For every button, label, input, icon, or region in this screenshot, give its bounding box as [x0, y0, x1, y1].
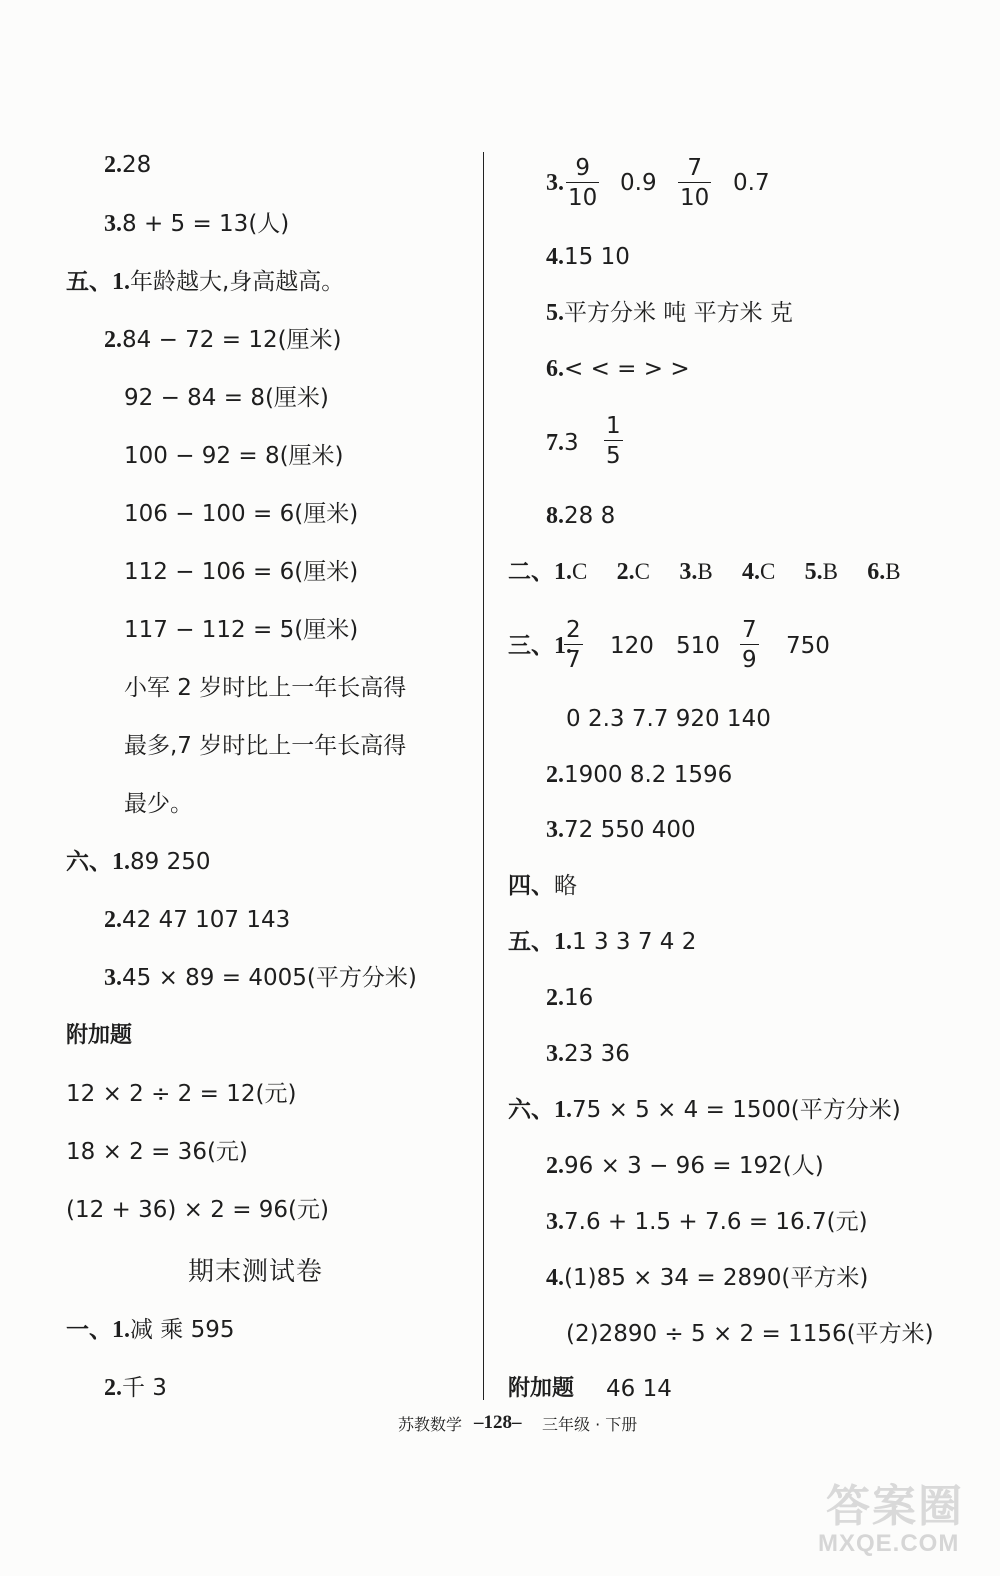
answer-line: 二、1.C 2.C 3.B 4.C 5.B 6.B — [508, 559, 901, 585]
answer-value: 0.7 — [733, 170, 770, 196]
answer-line: 3.72 550 400 — [546, 817, 696, 843]
answer-line: 4.15 10 — [546, 244, 630, 270]
answer-line: 18 × 2 = 36(元) — [66, 1139, 248, 1165]
answer-line: 六、1.89 250 — [66, 849, 211, 875]
answer-line: 3.45 × 89 = 4005(平方分米) — [104, 965, 417, 991]
answer-line: 2.1900 8.2 1596 — [546, 762, 733, 788]
section-title: 期末测试卷 — [188, 1257, 324, 1287]
footer-grade: 三年级 · 下册 — [542, 1415, 638, 1434]
answer-line: 106 − 100 = 6(厘米) — [124, 501, 359, 527]
answer-value: 120 — [610, 633, 654, 659]
answer-line: 0 2.3 7.7 920 140 — [566, 706, 771, 732]
answer-line: 五、1.1 3 3 7 4 2 — [508, 929, 697, 955]
answer-line: 六、1.75 × 5 × 4 = 1500(平方分米) — [508, 1097, 901, 1123]
answer-line: 3.7.6 + 1.5 + 7.6 = 16.7(元) — [546, 1209, 868, 1235]
answer-line: 三、1. — [508, 633, 572, 659]
answer-line: 2.84 − 72 = 12(厘米) — [104, 327, 342, 353]
bonus-heading: 附加题 — [66, 1023, 133, 1048]
answer-line: 3. — [546, 170, 564, 196]
answer-line: 8.28 8 — [546, 503, 616, 529]
answer-line: 一、1.减 乘 595 — [66, 1317, 235, 1343]
fraction: 7 10 — [680, 155, 710, 211]
page-number: –128– — [474, 1412, 522, 1433]
answer-value: 510 — [676, 633, 720, 659]
bonus-heading: 附加题 — [508, 1376, 575, 1401]
answer-line: 3.8 + 5 = 13(人) — [104, 211, 290, 237]
answer-line: 五、1.年龄越大,身高越高。 — [66, 269, 345, 295]
watermark-logo: 答案圈 — [826, 1481, 964, 1532]
answer-line: 2.96 × 3 − 96 = 192(人) — [546, 1153, 824, 1179]
answer-line: 5.平方分米 吨 平方米 克 — [546, 300, 793, 326]
answer-line: 117 − 112 = 5(厘米) — [124, 617, 359, 643]
answer-line: 2.千 3 — [104, 1375, 167, 1401]
answer-line: 4.(1)85 × 34 = 2890(平方米) — [546, 1265, 869, 1291]
answer-line: 3.23 36 — [546, 1041, 630, 1067]
answer-line: 7.3 — [546, 430, 579, 456]
answer-line: 92 − 84 = 8(厘米) — [124, 385, 329, 411]
column-divider — [483, 152, 484, 1400]
fraction: 9 10 — [568, 155, 598, 211]
answer-line: (12 + 36) × 2 = 96(元) — [66, 1197, 330, 1223]
answer-line: 112 − 106 = 6(厘米) — [124, 559, 359, 585]
answer-value: 0.9 — [620, 170, 657, 196]
answer-line: 四、略 — [508, 873, 577, 899]
answer-line: 2.16 — [546, 985, 594, 1011]
fraction: 7 9 — [742, 617, 757, 673]
watermark-url: MXQE.COM — [818, 1530, 960, 1557]
answer-line: 2.42 47 107 143 — [104, 907, 291, 933]
fraction: 2 7 — [566, 617, 581, 673]
answer-line: 6.< < = > > — [546, 356, 690, 382]
answer-line: 最多,7 岁时比上一年长高得 — [124, 733, 407, 759]
bonus-answer: 46 14 — [606, 1376, 672, 1402]
answer-value: 750 — [786, 633, 830, 659]
footer-subject: 苏教数学 — [398, 1415, 463, 1434]
answer-line: 12 × 2 ÷ 2 = 12(元) — [66, 1081, 297, 1107]
watermark — [818, 1470, 990, 1570]
answer-line: 2.28 — [104, 152, 152, 178]
answer-line: 100 − 92 = 8(厘米) — [124, 443, 344, 469]
answer-line: (2)2890 ÷ 5 × 2 = 1156(平方米) — [566, 1321, 934, 1347]
answer-line: 最少。 — [124, 791, 193, 817]
answer-line: 小军 2 岁时比上一年长高得 — [124, 675, 407, 701]
fraction: 1 5 — [606, 413, 621, 469]
